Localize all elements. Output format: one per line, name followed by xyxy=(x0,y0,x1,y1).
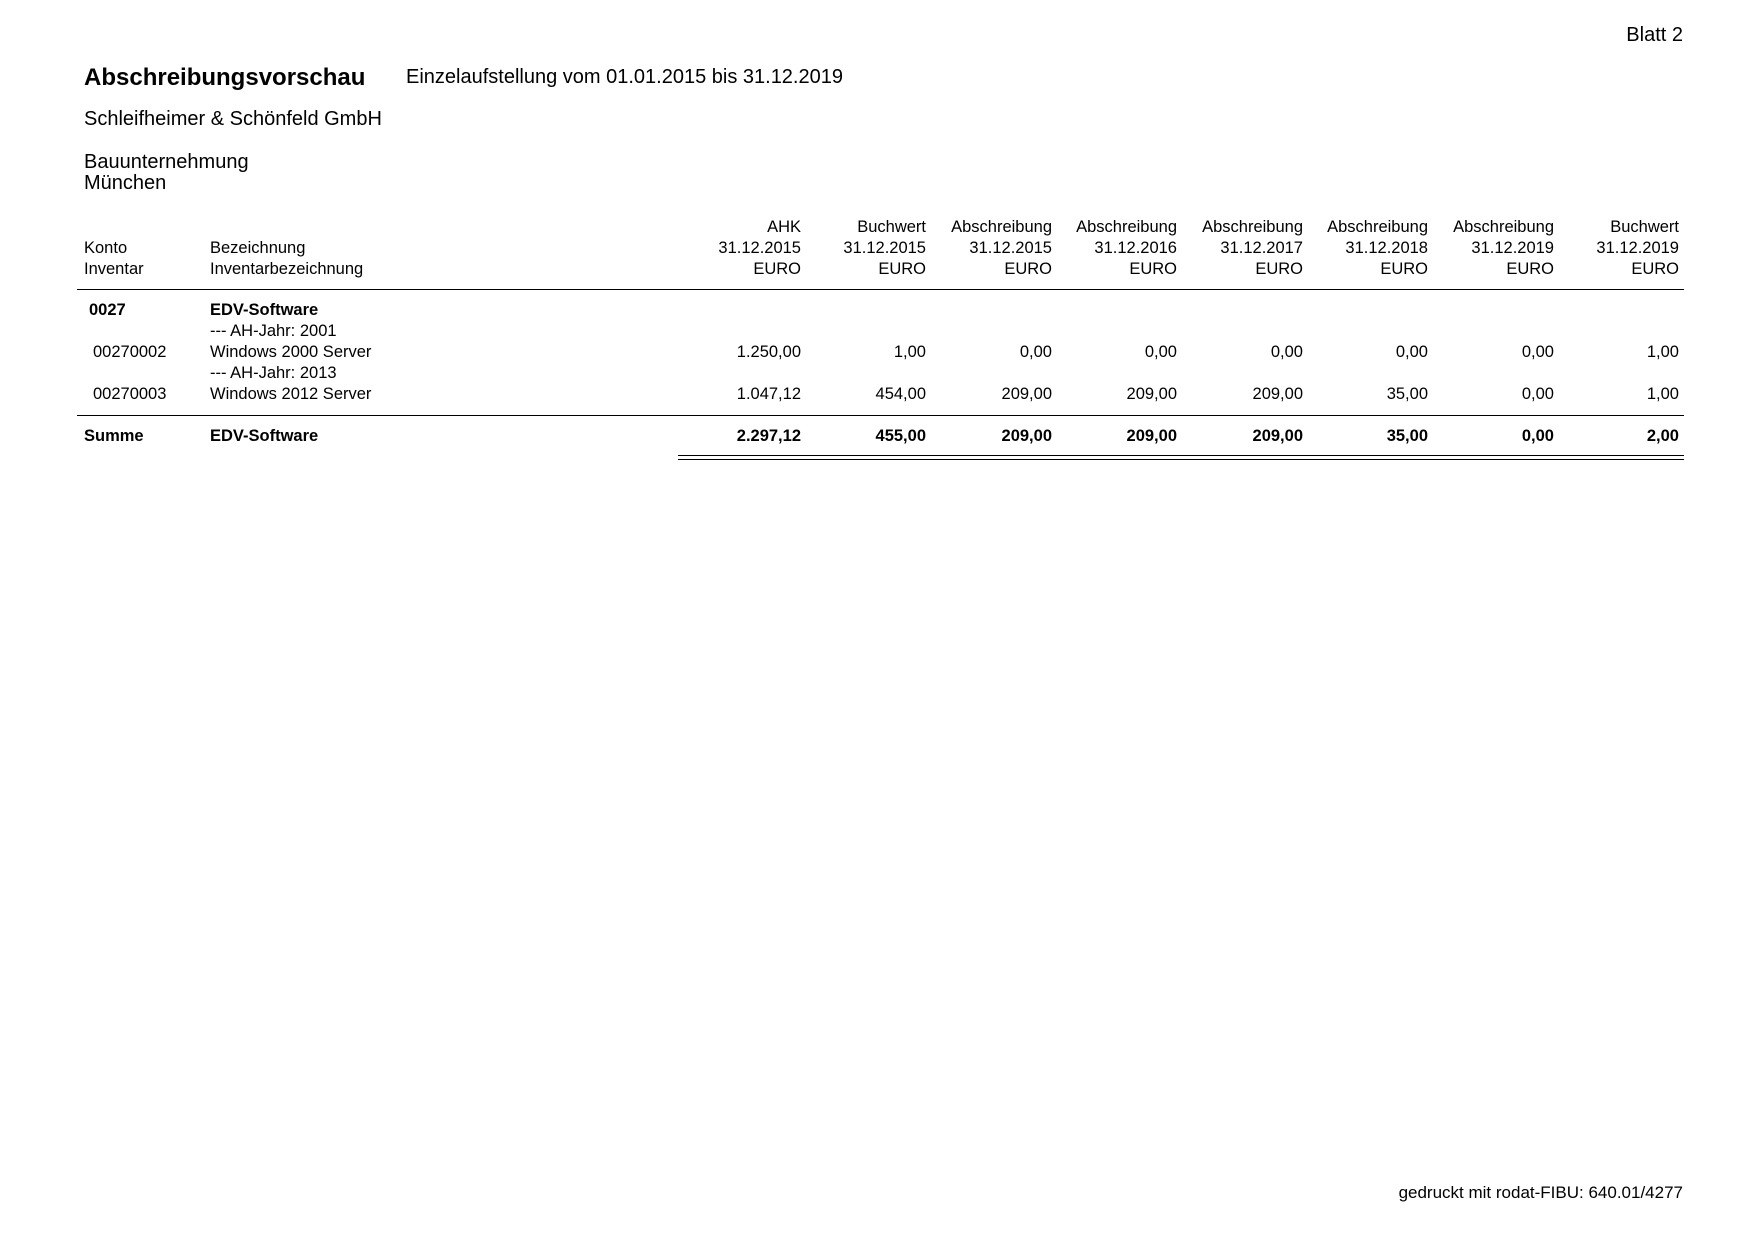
header-abschreibung-2018-currency: EURO xyxy=(1380,260,1428,278)
sum-abschreibung-2016: 209,00 xyxy=(1126,427,1177,445)
sum-buchwert-2015: 455,00 xyxy=(875,427,926,445)
cell-abschreibung-2017: 209,00 xyxy=(1252,385,1303,403)
header-abschreibung-2017-date: 31.12.2017 xyxy=(1220,239,1303,257)
header-inventarbezeichnung: Inventarbezeichnung xyxy=(210,260,364,278)
header-buchwert-2015: Buchwert xyxy=(857,218,926,236)
sum-abschreibung-2018: 35,00 xyxy=(1386,427,1428,445)
total-double-underline xyxy=(678,455,1684,456)
cell-buchwert-2019: 1,00 xyxy=(1646,385,1679,403)
header-buchwert-2015-currency: EURO xyxy=(878,260,926,278)
cell-abschreibung-2015: 209,00 xyxy=(1001,385,1052,403)
sum-ahk: 2.297,12 xyxy=(736,427,801,445)
ah-year-note: --- AH-Jahr: 2013 xyxy=(210,364,337,382)
inventar-name: Windows 2000 Server xyxy=(210,343,372,361)
header-abschreibung-2017-currency: EURO xyxy=(1255,260,1303,278)
header-buchwert-2019-currency: EURO xyxy=(1631,260,1679,278)
company-address-line: Bauunternehmung xyxy=(84,151,249,173)
header-buchwert-2019-date: 31.12.2019 xyxy=(1596,239,1679,257)
summary-divider xyxy=(77,415,1684,416)
sum-buchwert-2019: 2,00 xyxy=(1646,427,1679,445)
header-abschreibung-2016: Abschreibung xyxy=(1076,218,1177,236)
company-address-line: München xyxy=(84,172,167,194)
header-buchwert-2015-date: 31.12.2015 xyxy=(843,239,926,257)
header-abschreibung-2017: Abschreibung xyxy=(1202,218,1303,236)
ah-year-note: --- AH-Jahr: 2001 xyxy=(210,322,337,340)
group-name: EDV-Software xyxy=(210,301,319,319)
sum-abschreibung-2015: 209,00 xyxy=(1001,427,1052,445)
cell-abschreibung-2017: 0,00 xyxy=(1270,343,1303,361)
cell-buchwert-2015: 454,00 xyxy=(875,385,926,403)
header-ahk: AHK xyxy=(767,218,801,236)
inventar-number: 00270002 xyxy=(93,343,167,361)
cell-abschreibung-2016: 0,00 xyxy=(1144,343,1177,361)
report-subtitle: Einzelaufstellung vom 01.01.2015 bis 31.12.2019 xyxy=(406,66,843,88)
cell-buchwert-2015: 1,00 xyxy=(893,343,926,361)
header-abschreibung-2018-date: 31.12.2018 xyxy=(1345,239,1428,257)
header-abschreibung-2018: Abschreibung xyxy=(1327,218,1428,236)
header-abschreibung-2016-currency: EURO xyxy=(1129,260,1177,278)
summary-name: EDV-Software xyxy=(210,427,319,445)
inventar-name: Windows 2012 Server xyxy=(210,385,372,403)
header-abschreibung-2015-date: 31.12.2015 xyxy=(969,239,1052,257)
cell-buchwert-2019: 1,00 xyxy=(1646,343,1679,361)
group-konto: 0027 xyxy=(89,301,126,319)
summary-label: Summe xyxy=(84,427,144,445)
header-abschreibung-2015-currency: EURO xyxy=(1004,260,1052,278)
header-abschreibung-2019-currency: EURO xyxy=(1506,260,1554,278)
print-footer: gedruckt mit rodat-FIBU: 640.01/4277 xyxy=(1398,1183,1683,1202)
header-abschreibung-2016-date: 31.12.2016 xyxy=(1094,239,1177,257)
header-inventar: Inventar xyxy=(84,260,144,278)
cell-ahk: 1.250,00 xyxy=(736,343,801,361)
sum-abschreibung-2019: 0,00 xyxy=(1521,427,1554,445)
header-konto: Konto xyxy=(84,239,128,257)
report-title: Abschreibungsvorschau xyxy=(84,64,366,91)
header-divider xyxy=(77,289,1684,290)
header-abschreibung-2019: Abschreibung xyxy=(1453,218,1554,236)
cell-abschreibung-2016: 209,00 xyxy=(1126,385,1177,403)
company-name: Schleifheimer & Schönfeld GmbH xyxy=(84,108,382,130)
cell-abschreibung-2018: 0,00 xyxy=(1395,343,1428,361)
cell-abschreibung-2015: 0,00 xyxy=(1019,343,1052,361)
header-abschreibung-2019-date: 31.12.2019 xyxy=(1471,239,1554,257)
cell-abschreibung-2018: 35,00 xyxy=(1386,385,1428,403)
header-abschreibung-2015: Abschreibung xyxy=(951,218,1052,236)
total-double-underline xyxy=(678,459,1684,460)
cell-abschreibung-2019: 0,00 xyxy=(1521,385,1554,403)
header-buchwert-2019: Buchwert xyxy=(1610,218,1679,236)
sum-abschreibung-2017: 209,00 xyxy=(1252,427,1303,445)
inventar-number: 00270003 xyxy=(93,385,167,403)
page-number: Blatt 2 xyxy=(1626,24,1683,46)
header-ahk-currency: EURO xyxy=(753,260,801,278)
header-bezeichnung: Bezeichnung xyxy=(210,239,306,257)
header-ahk-date: 31.12.2015 xyxy=(718,239,801,257)
cell-ahk: 1.047,12 xyxy=(736,385,801,403)
cell-abschreibung-2019: 0,00 xyxy=(1521,343,1554,361)
